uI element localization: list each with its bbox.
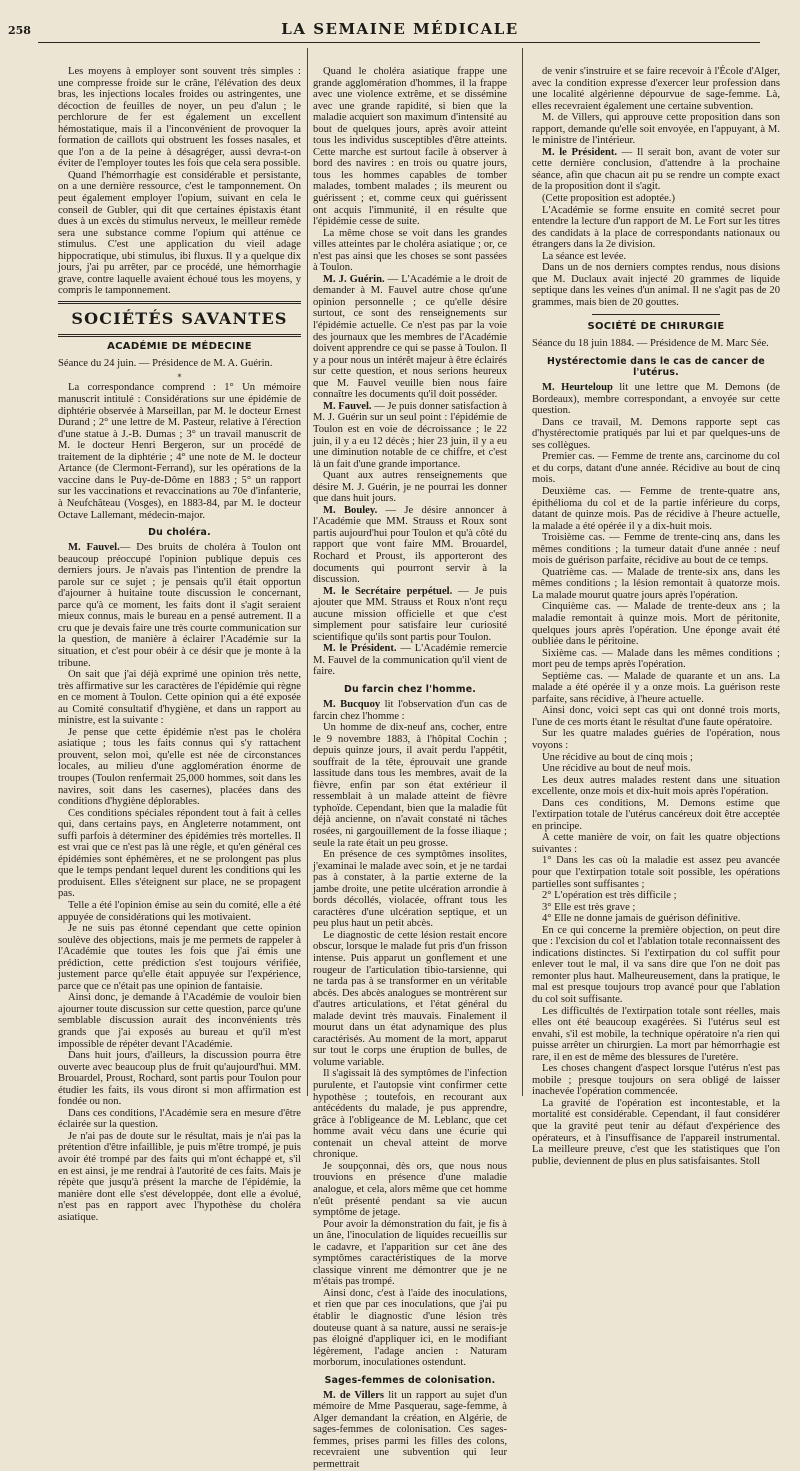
paragraph <box>532 705 780 728</box>
paragraph <box>532 486 780 532</box>
paragraph <box>532 752 780 764</box>
paragraph <box>532 902 780 914</box>
paragraph-text: Le diagnostic de cette lésion restait encore obscur, lorsque le malade fut pris d'un frisson intense. Puis apparut un gonflement et une rougeur de l'articulation tibio-tarsienne, qui ne tarda pas à se transformer en un véritable abcès. Des abcès analogues se montrèrent sur d'autres articulations, et l'état général du malade devint très mauvais. Finalement il mourut dans un état adynamique des plus caractérisés. Au moment de la mort, apparut sur tout le corps une éruption de bulles, de volume variable. <box>313 929 507 1068</box>
speaker-name: M. Fauvel. <box>68 542 120 554</box>
column-3-body <box>532 382 780 1167</box>
paragraph: Dans huit jours, d'ailleurs, la discussion pourra être ouverte avec beaucoup plus de fruit qu'aujourd'hui. MM. Brouardel, Proust, Rochard, sont partis pour Toulon pour étudier les faits, ils vous diront si mon affirmation est fondée ou non. <box>58 1050 301 1108</box>
paragraph: Telle a été l'opinion émise au sein du comité, elle a été appuyée de considérations qui les motivaient. <box>58 900 301 923</box>
paragraph: Ainsi donc, je demande à l'Académie de vouloir bien ajourner toute discussion sur cette question, parce qu'une semblable discussion aurait des inconvénients très grands que j'ai exposés au bureau et qu'il m'est impossible de répéter devant l'Académie. <box>58 992 301 1050</box>
column-2 <box>313 66 508 1470</box>
page-number: 258 <box>8 24 31 37</box>
section-rule-bottom <box>58 334 301 337</box>
paragraph: Les moyens à employer sont souvent très simples : une compresse froide sur le crâne, l'élévation des deux bras, les injections locales froides ou astringentes, une décoction de feuilles de noyer, un peu d'alun ; le perchlorure de fer est également un excellent hémostatique, mais il a l'inconvénient de provoquer la formation de caillots qui obstruent les fosses nasales, et que l'on a de la peine à désagréger, aussi devra-t-on éviter de l'employer toutes les fois que cela sera possible. <box>58 66 301 170</box>
paragraph-text: Ainsi donc, c'est à l'aide des inoculations, et rien que par ces inoculations, que j'ai pu établir le diagnostic d'une lésion très douteuse quant à sa nature, aussi ne serais-je pas éloigné d'appliquer ici, en le modifiant légèrement, l'adage ancien : Naturam morborum, inoculationes ostendunt. <box>313 1287 507 1369</box>
paragraph <box>313 643 507 678</box>
paragraph: Dans ces conditions, l'Académie sera en mesure d'être éclairée sur la question. <box>58 1107 301 1131</box>
paragraph <box>313 66 507 228</box>
paragraph-text: Quand le choléra asiatique frappe une grande agglomération d'hommes, il la frappe avec une violence extrême, et se dissémine avec une grande rapidité, si bien que la maladie acquiert son maximum d'intensité au bout de quelques jours, après avoir atteint tous les individus susceptibles d'être atteints. Cette marche est surtout facile à observer à bord des navires : en trois ou quatre jours, tous les hommes capables de tomber malades, tombent malades ; ils meurent ou guérissent ; et, comme ceux qui guérissent ont acquis l'immunité, il en résulte que l'épidémie cesse de suite. <box>313 66 507 228</box>
paragraph-text: Pour avoir la démonstration du fait, je fis à un âne, l'inoculation de liquides recueillis sur le cadavre, et l'apparition sur cet âne des symptômes caractéristiques de la morve classique vinrent me démontrer que je ne m'étais pas trompé. <box>313 1218 507 1288</box>
paragraph-text: Dans ces conditions, M. Demons estime que l'extirpation totale de l'utérus cancéreux doit être acceptée en principe. <box>532 797 780 832</box>
paragraph-text: de venir s'instruire et se faire recevoir à l'École d'Alger, avec la condition expresse d'exercer leur profession dans une localité algérienne dépourvue de sage-femme. Là, elles recevraient également une certaine subvention. <box>532 66 780 112</box>
paragraph-text: Quant aux autres renseignements que désire M. J. Guérin, je ne pourrai les donner que dans huit jours. <box>313 470 507 505</box>
paragraph-text: Les choses changent d'aspect lorsque l'utérus n'est pas mobile ; presque toujours on sera obligé de laisser inachevée l'opération commencée. <box>532 1063 780 1098</box>
paragraph <box>313 930 507 1069</box>
paragraph-text: 1° Dans les cas où la maladie est assez peu avancée pour que l'extirpation totale soit possible, les opérations partielles sont suffisantes ; <box>532 855 780 890</box>
column-rule-1 <box>307 48 308 1096</box>
paragraph-text: Sixième cas. — Malade dans les mêmes conditions ; mort peu de temps après l'opération. <box>532 647 780 671</box>
paragraph-text: — Je désire annoncer à l'Académie que MM. Strauss et Roux sont partis aujourd'hui pour Toulon et qu'à côté du rapport que vont faire MM. Brouardel, Rochard et Proust, ils apporteront des documents qui pourront servir à la discussion. <box>313 504 507 586</box>
speaker-name: M. le Président. <box>542 146 618 158</box>
paragraph <box>532 1063 780 1098</box>
paragraph-text: Un homme de dix-neuf ans, cocher, entre le 9 novembre 1883, à l'hôpital Cochin ; depuis quinze jours, il avait perdu l'appétit, souffrait de la tête, éprouvait une grande lassitude dans tous les membres, avait de la fièvre, enfin par son état extérieur il ressemblait à un malade atteint de fièvre typhoïde. Cependant, bien que la maladie fût déjà ancienne, on n'avait constaté ni tâches rosées, ni gargouillement de la fosse iliaque ; seule la rate était un peu grosse. <box>313 722 507 849</box>
paragraph-text: Septième cas. — Malade de quarante et un ans. La malade a été opérée il y a onze mois. La guérison reste parfaite, sans récidive, à l'heure actuelle. <box>532 670 780 705</box>
paragraph-text: Cinquième cas. — Malade de trente-deux ans ; la maladie remontait à quinze mois. Mort de péritonite, quelques jours après l'opération. Une éponge avait été oubliée dans le péritoine. <box>532 601 780 648</box>
seance-line: Séance du 18 juin 1884. — Présidence de M. Marc Sée. <box>532 338 769 350</box>
paragraph <box>532 648 780 671</box>
paragraph <box>532 913 780 925</box>
paragraph <box>532 417 780 452</box>
paragraph <box>532 775 780 798</box>
paragraph-text: lit l'observation d'un cas de farcin chez l'homme : <box>313 698 507 722</box>
section-title: SOCIÉTÉS SAVANTES <box>71 308 288 328</box>
paragraph-text: Troisième cas. — Femme de trente-cinq ans, dans les mêmes conditions ; la tumeur datait d'une année : neuf mois de guérison parfaite, récidive au bout de ce temps. <box>532 532 780 567</box>
paragraph <box>313 1390 507 1471</box>
paragraph-text: — Des bruits de choléra à Toulon ont beaucoup préoccupé l'opinion publique depuis ces derniers jours. Je n'avais pas l'intention de prendre la parole sur ce sujet ; je pensais qu'il était opportun d'ajourner à huitaine toute discussion le concernant, parce qu'à ce moment, les faits dont il s'agit seraient mieux connus, mais le bureau en a pensé autrement. Il a cru que je devais faire une très courte communication sur la question, de manière à éclairer l'Académie sur la situation, et c'est pour obéir à ce désir que je monte à la tribune. <box>58 542 301 669</box>
paragraph-text: En présence de ces symptômes insolites, j'examinai le malade avec soin, et je ne tardai pas à constater, à la partie externe de la jambe droite, une petite ulcération arrondie à bords décollés, violacée, offrant tous les caractères d'une ulcération septique, et un peu plus haut un petit abcès. <box>313 849 507 930</box>
speaker-name: M. le Secrétaire perpétuel. <box>323 585 453 597</box>
separator-star: * <box>177 373 182 383</box>
academy-title: ACADÉMIE DE MÉDECINE <box>107 340 252 352</box>
paragraph <box>532 601 780 647</box>
subsection-heading: Du choléra. <box>148 527 211 539</box>
paragraph-text: Une récidive au bout de neuf mois. <box>542 763 691 775</box>
paragraph <box>313 849 507 930</box>
paragraph <box>532 890 780 902</box>
subsection-heading: Sages-femmes de colonisation. <box>324 1374 496 1386</box>
paragraph-text: Deuxième cas. — Femme de trente-quatre ans, épithélioma du col et de la partie inférieure du corps, datant de quinze mois. Pas de récidive à l'heure actuelle, la malade a été opérée il y a dix-huit mois. <box>532 485 780 532</box>
paragraph <box>532 147 780 193</box>
column-3 <box>532 66 780 1167</box>
paragraph: Je ne suis pas étonné cependant que cette opinion soulève des objections, mais je me permets de rappeler à l'Académie que toutes les fois que j'ai émis une prédiction, cette prédiction s'est toujours vérifiée, justement parce qu'elle était appuyée sur l'expérience, parce que ce n'était pas une opinion de fantaisie. <box>58 923 301 992</box>
paragraph-text: La gravité de l'opération est incontestable, et la mortalité est considérable. Cependant, il faut considérer que la gravité peut tenir au défaut d'expérience des opérateurs, et à l'insuffisance de l'appareil instrumental. La meilleure preuve, c'est que les statistiques que l'on publie, deviennent de plus en plus satisfaisantes. Stoll <box>532 1097 780 1167</box>
paragraph <box>313 274 507 401</box>
separator-rule <box>592 314 720 315</box>
paragraph <box>313 699 507 722</box>
speaker-name: M. Heurteloup <box>542 382 613 394</box>
paragraph-text: A cette manière de voir, on fait les quatre objections suivantes : <box>532 832 780 855</box>
subsection-heading: Du farcin chez l'homme. <box>343 683 477 695</box>
paragraph: Je n'ai pas de doute sur le résultat, mais je n'ai pas la prétention d'être infaillible, je puis m'être trompé, je puis avoir été trompé par des faits qui m'ont échappé et, s'il en est ainsi, je me rendrai à l'autorité de ces faits. Mais je répète que jusqu'à présent la marche de l'épidémie, la manière dont elle s'est développée, dont elle a évolué, n'est pas en rapport avec l'hypothèse du choléra asiatique. <box>58 1130 301 1223</box>
speaker-name: M. J. Guérin. <box>323 273 385 285</box>
speaker-name: M. Fauvel. <box>323 400 372 412</box>
society-title: SOCIÉTÉ DE CHIRURGIE <box>587 321 725 333</box>
paragraph <box>532 251 780 263</box>
paragraph <box>313 401 507 470</box>
paragraph <box>532 193 780 205</box>
paragraph <box>313 586 507 644</box>
paragraph <box>532 671 780 706</box>
paragraph <box>532 532 780 567</box>
paragraph-text: Il s'agissait là des symptômes de l'infection purulente, et l'autopsie vint confirmer cette hypothèse ; toutefois, en recourant aux antécédents du malade, je pus apprendre, grâce à l'obligeance de M. Leblanc, que cet homme avait vécu dans une écurie qui contenait un cheval atteint de morve chronique. <box>313 1068 507 1161</box>
header-rule <box>38 42 760 43</box>
paragraph: Je pense que cette épidémie n'est pas le choléra asiatique ; tous les faits connus qui s'y rattachent prouvent, selon moi, qu'elle est née de circonstances locales, au milieu d'une agglomération énorme de troupes (Toulon renfermait 25,000 hommes, soit dans les navires, soit dans les casernes), placées dans des conditions d'hygiène déplorables. <box>58 726 301 808</box>
paragraph-text: Quatrième cas. — Malade de trente-six ans, dans les mêmes conditions ; la lésion remontait à quatorze mois. La malade mourut quatre jours après l'opération. <box>532 566 780 601</box>
paragraph <box>532 451 780 486</box>
paragraph-text: lit une lettre que M. Demons (de Bordeaux), membre correspondant, a envoyée sur cette question. <box>532 382 780 417</box>
paragraph <box>313 722 507 849</box>
paragraph-text: 2° L'opération est très difficile ; <box>542 890 677 902</box>
paragraph <box>532 728 780 751</box>
paragraph-text: Ainsi donc, voici sept cas qui ont donné trois morts, l'une de ces morts étant le résultat d'une faute opératoire. <box>532 705 780 728</box>
speaker-name: M. Bouley. <box>323 504 378 516</box>
paragraph <box>313 228 507 274</box>
paragraph-text: Je soupçonnai, dès ors, que nous nous trouvions en présence d'une maladie analogue, et cela, alors même que cet homme n'eût présenté pendant sa vie aucun symptôme de jetage. <box>313 1160 507 1219</box>
paragraph-text: En ce qui concerne la première objection, on peut dire que : l'excision du col et l'ablation totale reconnaissent des indications distinctes. Si l'extirpation du col suffit pour enlever tout le mal, il va sans dire que l'on ne doit pas remonter plus haut. Malheureusement, dans la pratique, le mal est presque toujours trop avancé pour que l'ablation du col soit suffisante. <box>532 924 780 1006</box>
column-1 <box>58 66 301 1223</box>
paragraph <box>532 763 780 775</box>
paragraph: Ces conditions spéciales répondent tout à fait à celles qui, dans certains pays, en Angleterre notamment, ont suffi parfois à déterminer des épidémies très mortelles. Il est vrai que ce n'est pas là une règle, et qu'en général ces épidémies sont éphémères, et ne se prolongent pas plus que le temps pendant lequel durent les conditions qui les produisent. Elles s'éteignent sur place, ne se propagent pas. <box>58 807 301 900</box>
paragraph <box>313 470 507 505</box>
paragraph-text: L'Académie se forme ensuite en comité secret pour entendre la lecture d'un rapport de M. Le Fort sur les titres des candidats à la place de correspondants nationaux ou étrangers dans la 2e division. <box>532 204 780 251</box>
subsection-heading: Hystérectomie dans le cas de cancer de l'utérus. <box>547 356 765 379</box>
paragraph-text: Dans un de nos derniers comptes rendus, nous disions que M. Duclaux avait injecté 20 grammes de liquide septique dans les veines d'un animal. Il ne s'agit pas de 20 grammes, mais bien de 20 gouttes. <box>532 262 780 308</box>
paragraph <box>532 567 780 602</box>
paragraph <box>313 1288 507 1369</box>
paragraph <box>532 1098 780 1167</box>
paragraph <box>532 66 780 112</box>
paragraph-text: La même chose se voit dans les grandes villes atteintes par le choléra asiatique ; or, ce n'est pas ainsi que les choses se sont passées à Toulon. <box>313 227 507 274</box>
paragraph-text: La séance est levée. <box>542 250 627 262</box>
paragraph <box>313 1068 507 1160</box>
correspondance-paragraph: La correspondance comprend : 1° Un mémoire manuscrit intitulé : Considérations sur une épidémie de diphtérie observée à Marseillan, par M. le docteur Ernest Durand ; 2° une lettre de M. Pasteur, relative à l'érection d'une statue à J.-B. Dumas ; 3° un travail manuscrit de M. le docteur Henri Bergeron, sur un procédé de traitement de la diphtérie ; 4° une note de M. le docteur Artance (de Clermont-Ferrand), sur les opérations de la vaccine dans le Puy-de-Dôme en 1883 ; 5° un rapport sur les vaccinations et revaccinations au 70e d'infanterie, à Neufchâteau (Vosges), en 1883-84, par M. le docteur Octave Lallemant, médecin-major. <box>58 382 301 521</box>
paragraph <box>532 855 780 890</box>
running-title: LA SEMAINE MÉDICALE <box>281 20 519 38</box>
paragraph-text: — L'Académie remercie M. Fauvel de la communication qu'il vient de faire. <box>313 643 508 678</box>
paragraph <box>532 798 780 833</box>
paragraph: On sait que j'ai déjà exprimé une opinion très nette, très affirmative sur les caractères de l'épidémie qui règne en ce moment à Toulon. Cette opinion qui a été exposée au Comité consultatif d'hygiène, et dans un rapport au ministre, est la suivante : <box>58 669 301 727</box>
paragraph <box>532 112 780 147</box>
paragraph <box>532 382 780 417</box>
paragraph-text: Les difficultés de l'extirpation totale sont réelles, mais elles ont été beaucoup exagérées. Si l'utérus seul est envahi, s'il est mobile, la technique opératoire n'a rien qui puisse arrêter un chirurgien. La mort par hémorrhagie est rare, il en est de même des blessures de l'uretère. <box>532 1005 780 1063</box>
speaker-name: M. Bucquoy <box>323 698 381 710</box>
paragraph-text: Les deux autres malades restent dans une situation excellente, onze mois et dix-huit mois après l'opération. <box>532 774 780 798</box>
paragraph-text: lit un rapport au sujet d'un mémoire de Mme Pasquerau, sage-femme, à Alger demandant la création, en Algérie, de sages-femmes de colonisation. Ces sages-femmes, prises parmi les filles des colons, recevraient une subvention qui leur permettrait <box>313 1389 507 1470</box>
paragraph <box>532 1006 780 1064</box>
paragraph <box>532 832 780 855</box>
column-3-top-body <box>532 66 780 308</box>
paragraph <box>313 505 507 586</box>
paragraph <box>532 205 780 251</box>
section-rule-top <box>58 301 301 304</box>
paragraph <box>313 1161 507 1219</box>
paragraph <box>532 925 780 1006</box>
paragraph-text: M. de Villers, qui approuve cette proposition dans son rapport, demande qu'elle soit envoyée, en l'appuyant, à M. le ministre de l'intérieur. <box>532 112 780 147</box>
paragraph-text: — Je puis donner satisfaction à M. J. Guérin sur un seul point : l'épidémie de Toulon est en voie de décroissance ; le 22 juin, il y a eu 12 décès ; hier 23 juin, il y a eu une diminution notable de ce chiffre, et c'est là un fait d'une grande importance. <box>313 400 507 470</box>
paragraph: Quand l'hémorrhagie est considérable et persistante, on a une dernière ressource, c'est le tamponnement. On peut également employer l'opium, suivant en cela le conseil de Gubler, qui dit que certaines épistaxis étant dues à un excès du stimulus nerveux, le meilleur remède sera une substance comme l'opium qui atténue ce stimulus. C'est une application du vieil adage hippocratique, ubi stimulus, ibi fluxus. Il y a quelque dix jours, j'ai pu arrêter, par ce procédé, une hémorrhagie grave, contre laquelle avaient échoué tous les moyens, y compris le tamponnement. <box>58 169 301 297</box>
speaker-name: M. de Villers <box>323 1389 385 1401</box>
paragraph-text: — L'Académie a le droit de demander à M. Fauvel autre chose qu'une opinion personnelle ; ce qu'elle désire surtout, ce sont des renseignements sur l'épidémie actuelle. Ce n'est pas par la voie des journaux que les membres de l'Académie doivent apprendre ce qui se passe à Toulon. Il y a pour nous un intérêt majeur à être éclairés sur cette question, et nous serions heureux que M. Fauvel veuille bien nous faire connaître les documents qu'il doit posséder. <box>313 273 507 401</box>
paragraph-text: — Il serait bon, avant de voter sur cette dernière conclusion, d'attendre à la prochaine séance, afin que chacun ait pu se rendre un compte exact de la proposition dont il s'agit. <box>532 146 780 193</box>
paragraph-text: — Je puis ajouter que MM. Strauss et Roux n'ont reçu aucune mission officielle et que c'est simplement pour satisfaire leur curiosité scientifique qu'ils sont partis pour Toulon. <box>313 585 507 643</box>
paragraph-text: Dans ce travail, M. Demons rapporte sept cas d'hystérectomie pratiqués par lui et par quelques-uns de ses collègues. <box>532 416 780 451</box>
farcin-body <box>313 699 507 1369</box>
paragraph <box>532 262 780 308</box>
seance-line: Séance du 24 juin. — Présidence de M. A. Guérin. <box>58 357 273 369</box>
sages-femmes-body <box>313 1390 507 1471</box>
paragraph-text: Premier cas. — Femme de trente ans, carcinome du col et du corps, datant d'une année. Récidive au bout de cinq mois. <box>532 451 780 486</box>
column-rule-2 <box>522 48 523 1096</box>
paragraph-text: Une récidive au bout de cinq mois ; <box>542 751 693 763</box>
speaker-name: M. le Président. <box>323 643 397 655</box>
paragraph-text: (Cette proposition est adoptée.) <box>542 193 675 205</box>
column-2-body <box>313 66 507 678</box>
paragraph-text: Sur les quatre malades guéries de l'opération, nous voyons : <box>532 728 780 751</box>
paragraph <box>313 1219 507 1288</box>
paragraph-text: 4° Elle ne donne jamais de guérison définitive. <box>542 913 741 925</box>
paragraph-text: 3° Elle est très grave ; <box>542 901 636 913</box>
